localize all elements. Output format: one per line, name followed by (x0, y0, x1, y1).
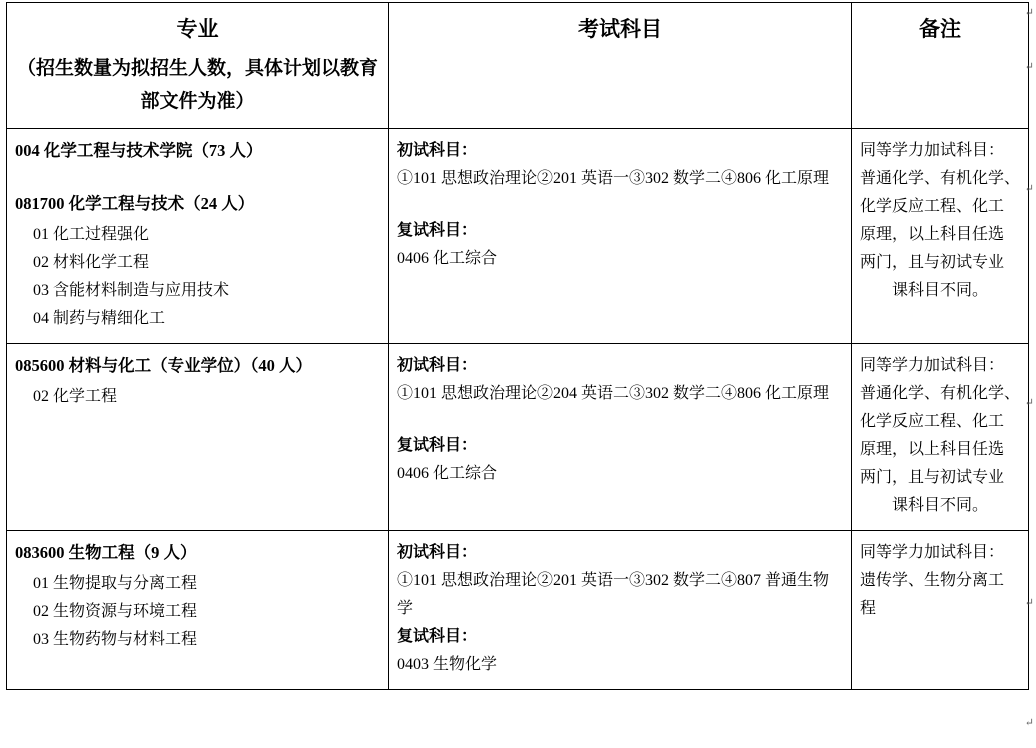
second-exam-body: 0403 生物化学 (397, 656, 498, 673)
remark-line: 两门，且与初试专业 (860, 254, 1005, 272)
table-header-row (7, 3, 1029, 129)
direction-item: 03 生物药物与材料工程 (33, 630, 198, 648)
remark-line: 同等学力加试科目： (860, 357, 1005, 374)
spacer (397, 408, 843, 432)
major-cell (7, 129, 389, 344)
remark-line: 同等学力加试科目： (860, 142, 1005, 160)
remark-cell (852, 344, 1029, 531)
first-exam-label: 初试科目： (397, 142, 478, 160)
header-major-subtitle: （招生数量为拟招生人数，具体计划以教育部文件为准） (16, 57, 378, 112)
program-name: 081700 化学工程与技术（24 人） (15, 194, 255, 214)
first-exam-body: ①101 思想政治理论②201 英语一③302 数学二④807 普通生物学 (397, 572, 830, 617)
header-exam-label: 考试科目 (578, 17, 662, 41)
admissions-table (6, 2, 1029, 690)
header-remarks-label: 备注 (919, 17, 961, 41)
direction-item: 02 生物资源与环境工程 (33, 602, 198, 620)
direction-item: 02 化学工程 (33, 387, 118, 405)
remark-line: 化学反应工程、化工 (860, 413, 1005, 430)
second-exam-body: 0406 化工综合 (397, 465, 498, 482)
remark-cell (852, 129, 1029, 344)
spacer (15, 168, 380, 190)
remark-line: 普通化学、有机化学、 (860, 385, 1021, 402)
table-row (7, 344, 1029, 531)
program-name: 085600 材料与化工（专业学位）（40 人） (15, 356, 312, 375)
exam-cell (389, 344, 852, 531)
remark-line: 同等学力加试科目： (860, 544, 1005, 561)
header-major-title: 专业 (176, 17, 219, 41)
remark-line: 课科目不同。 (891, 497, 988, 514)
remark-line: 原理，以上科目任选 (860, 226, 1005, 244)
direction-item: 02 材料化学工程 (33, 254, 150, 271)
remark-line: 程 (860, 600, 877, 617)
table-row (7, 129, 1029, 344)
second-exam-label: 复试科目： (397, 222, 478, 240)
second-exam-body: 0406 化工综合 (397, 250, 498, 268)
direction-item: 03 含能材料制造与应用技术 (33, 282, 230, 299)
exam-cell (389, 531, 852, 690)
direction-item: 04 制药与精细化工 (33, 310, 166, 327)
header-major (7, 3, 389, 129)
second-exam-label: 复试科目： (397, 628, 478, 645)
paragraph-marks: ↵ ↵ ↵ ↵ ↵ ↵ (1024, 7, 1034, 729)
direction-item: 01 生物提取与分离工程 (33, 574, 198, 592)
document-page (0, 2, 1036, 748)
major-cell (7, 531, 389, 690)
college-name: 004 化学工程与技术学院（73 人） (15, 141, 263, 161)
exam-cell (389, 129, 852, 344)
table-row (7, 531, 1029, 690)
remark-line: 普通化学、有机化学、 (860, 170, 1021, 188)
remark-line: 原理，以上科目任选 (860, 441, 1005, 458)
header-remarks (852, 3, 1029, 129)
remark-cell (852, 531, 1029, 690)
remark-line: 遗传学、生物分离工 (860, 572, 1005, 589)
remark-line: 两门，且与初试专业 (860, 469, 1005, 486)
first-exam-body: ①101 思想政治理论②201 英语一③302 数学二④806 化工原理 (397, 170, 830, 188)
remark-line: 课科目不同。 (891, 282, 988, 300)
first-exam-label: 初试科目： (397, 357, 478, 374)
remark-line: 化学反应工程、化工 (860, 198, 1005, 216)
second-exam-label: 复试科目： (397, 437, 478, 454)
direction-item: 01 化工过程强化 (33, 226, 150, 243)
spacer (397, 193, 843, 217)
program-name: 083600 生物工程（9 人） (15, 543, 197, 562)
header-exam-subjects (389, 3, 852, 129)
major-cell (7, 344, 389, 531)
spacer (15, 411, 380, 433)
first-exam-label: 初试科目： (397, 544, 478, 561)
first-exam-body: ①101 思想政治理论②204 英语二③302 数学二④806 化工原理 (397, 385, 830, 402)
